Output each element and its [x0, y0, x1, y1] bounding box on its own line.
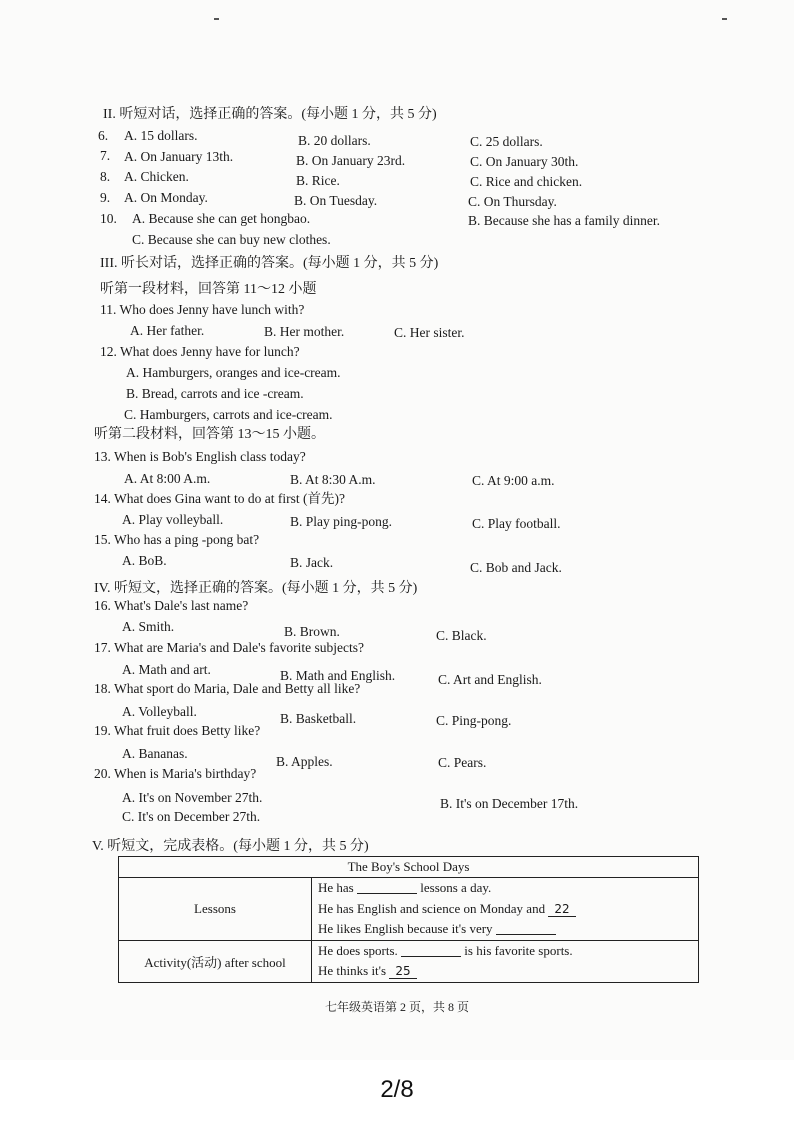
q10-option-b: B. Because she has a family dinner. [468, 213, 660, 228]
q17-option-c: C. Art and English. [438, 672, 542, 687]
activity-content [312, 940, 699, 982]
q16-stem: 16. What's Dale's last name? [94, 598, 249, 613]
q10-number: 10. [100, 211, 117, 226]
q15-stem: 15. Who has a ping -pong bat? [94, 532, 260, 547]
q7-option-a: A. On January 13th. [124, 149, 234, 164]
section-4-heading: IV. 听短文，选择正确的答案。(每小题 1 分，共 5 分) [94, 581, 418, 596]
table-title: The Boy's School Days [119, 857, 699, 878]
q9-option-b: B. On Tuesday. [294, 193, 378, 208]
lessons-content [312, 878, 699, 941]
q13-option-a: A. At 8:00 A.m. [124, 471, 211, 486]
q8-option-a: A. Chicken. [124, 169, 189, 184]
q18-option-b: B. Basketball. [280, 711, 357, 726]
q16-option-b: B. Brown. [284, 624, 340, 639]
q11-option-a: A. Her father. [130, 323, 205, 338]
section-2-heading: II. 听短对话，选择正确的答案。(每小题 1 分，共 5 分) [103, 107, 437, 122]
section-3-heading: III. 听长对话，选择正确的答案。(每小题 1 分，共 5 分) [100, 256, 439, 271]
q9-number: 9. [100, 190, 111, 205]
q8-number: 8. [100, 169, 111, 184]
answer-blank-23[interactable] [496, 922, 556, 935]
activity-line-2: He thinks it's 25 [318, 961, 692, 982]
q14-option-b: B. Play ping-pong. [290, 514, 393, 529]
q18-option-a: A. Volleyball. [122, 704, 197, 719]
q6-option-b: B. 20 dollars. [298, 133, 371, 148]
q14-option-a: A. Play volleyball. [122, 512, 224, 527]
q17-option-a: A. Math and art. [122, 662, 211, 677]
answer-blank-25[interactable]: 25 [389, 964, 416, 979]
school-days-table [118, 856, 699, 983]
q19-stem: 19. What fruit does Betty like? [94, 723, 261, 738]
q13-stem: 13. When is Bob's English class today? [94, 449, 306, 464]
section-5-heading: V. 听短文，完成表格。(每小题 1 分，共 5 分) [92, 839, 369, 854]
q8-option-c: C. Rice and chicken. [470, 174, 583, 189]
q15-option-b: B. Jack. [290, 555, 334, 570]
q12-stem: 12. What does Jenny have for lunch? [100, 344, 300, 359]
q17-stem: 17. What are Maria's and Dale's favorite subjects? [94, 640, 365, 655]
answer-blank-24[interactable] [401, 944, 461, 957]
q6-number: 6. [98, 128, 109, 143]
q15-option-c: C. Bob and Jack. [470, 560, 562, 575]
activity-label: Activity(活动) after school [119, 940, 312, 982]
q7-number: 7. [100, 148, 111, 163]
q9-option-a: A. On Monday. [124, 190, 208, 205]
q20-option-b: B. It's on December 17th. [440, 796, 579, 811]
q14-stem: 14. What does Gina want to do at first (首先)? [94, 491, 345, 506]
activity-line-1: He does sports. is his favorite sports. [318, 942, 573, 958]
q12-option-b: B. Bread, carrots and ice -cream. [126, 386, 304, 401]
section-3-part-1: 听第一段材料，回答第 11～12 小题 [100, 282, 317, 297]
q13-option-b: B. At 8:30 A.m. [290, 472, 376, 487]
q13-option-c: C. At 9:00 a.m. [472, 473, 555, 488]
q6-option-c: C. 25 dollars. [470, 134, 543, 149]
answer-blank-21[interactable] [357, 881, 417, 894]
q11-option-b: B. Her mother. [264, 324, 345, 339]
q10-option-a: A. Because she can get hongbao. [132, 211, 311, 226]
scan-mark [722, 18, 727, 20]
q6-option-a: A. 15 dollars. [124, 128, 198, 143]
page-indicator: 2/8 [380, 1076, 414, 1103]
q20-stem: 20. When is Maria's birthday? [94, 766, 257, 781]
lessons-label: Lessons [119, 878, 312, 941]
q8-option-b: B. Rice. [296, 173, 340, 188]
q16-option-c: C. Black. [436, 628, 487, 643]
q17-option-b: B. Math and English. [280, 668, 396, 683]
lessons-line-3: He likes English because it's very [318, 919, 692, 940]
section-3-part-2: 听第二段材料，回答第 13～15 小题。 [94, 427, 325, 442]
q18-option-c: C. Ping-pong. [436, 713, 512, 728]
q20-option-a: A. It's on November 27th. [122, 790, 263, 805]
q19-option-c: C. Pears. [438, 755, 487, 770]
lessons-line-1: He has lessons a day. [318, 880, 492, 895]
q15-option-a: A. BoB. [122, 553, 167, 568]
q7-option-b: B. On January 23rd. [296, 153, 406, 168]
q12-option-c: C. Hamburgers, carrots and ice-cream. [124, 407, 333, 422]
q19-option-a: A. Bananas. [122, 746, 188, 761]
q10-option-c: C. Because she can buy new clothes. [132, 232, 331, 247]
q11-stem: 11. Who does Jenny have lunch with? [100, 302, 305, 317]
scan-mark [214, 18, 219, 20]
q11-option-c: C. Her sister. [394, 325, 465, 340]
q20-option-c: C. It's on December 27th. [122, 809, 261, 824]
q9-option-c: C. On Thursday. [468, 194, 557, 209]
answer-blank-22[interactable]: 22 [548, 902, 575, 917]
q12-option-a: A. Hamburgers, oranges and ice-cream. [126, 365, 341, 380]
q16-option-a: A. Smith. [122, 619, 175, 634]
lessons-line-2: He has English and science on Monday and 22 [318, 899, 692, 920]
q18-stem: 18. What sport do Maria, Dale and Betty all like? [94, 681, 361, 696]
page-footer: 七年级英语第 2 页，共 8 页 [324, 1000, 469, 1014]
q19-option-b: B. Apples. [276, 754, 333, 769]
q7-option-c: C. On January 30th. [470, 154, 579, 169]
q14-option-c: C. Play football. [472, 516, 561, 531]
